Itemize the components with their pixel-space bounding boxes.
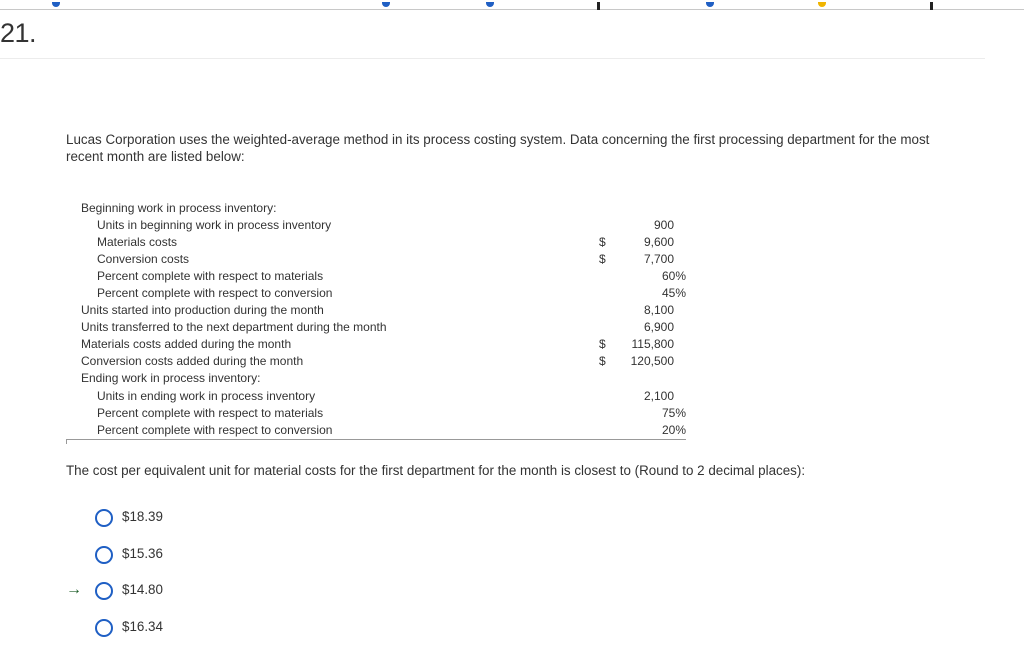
currency-symbol: $ bbox=[599, 354, 606, 368]
table-row bbox=[81, 388, 686, 405]
progress-marker-icon bbox=[597, 2, 600, 10]
row-percent: 60% bbox=[661, 269, 686, 283]
table-row bbox=[81, 370, 686, 387]
table-row bbox=[81, 234, 686, 251]
radio-circle-icon[interactable] bbox=[95, 619, 113, 637]
row-label: Percent complete with respect to materials bbox=[97, 406, 324, 420]
currency-symbol: $ bbox=[599, 337, 606, 351]
question-text: The cost per equivalent unit for material costs for the first department for the month is closest to (Round to 2 decimal places): bbox=[66, 463, 806, 478]
table-row bbox=[81, 200, 686, 217]
radio-circle-icon[interactable] bbox=[95, 582, 113, 600]
table-row bbox=[81, 336, 686, 353]
progress-dot-icon[interactable] bbox=[486, 2, 494, 7]
row-label: Units transferred to the next department during the month bbox=[81, 320, 387, 334]
row-label: Percent complete with respect to conversion bbox=[97, 423, 333, 437]
row-label: Beginning work in process inventory: bbox=[81, 201, 277, 215]
radio-circle-icon[interactable] bbox=[95, 509, 113, 527]
row-value: 7,700 bbox=[643, 252, 674, 266]
progress-track bbox=[0, 9, 1024, 10]
table-row bbox=[81, 285, 686, 302]
row-value: 115,800 bbox=[631, 337, 674, 351]
row-label: Materials costs added during the month bbox=[81, 337, 292, 351]
table-row bbox=[81, 268, 686, 285]
row-label: Units started into production during the month bbox=[81, 303, 324, 317]
radio-circle-icon[interactable] bbox=[95, 546, 113, 564]
table-row bbox=[81, 353, 686, 370]
table-row bbox=[81, 405, 686, 422]
row-percent: 45% bbox=[661, 286, 686, 300]
table-corner-rule bbox=[66, 439, 67, 444]
row-value: 9,600 bbox=[643, 235, 674, 249]
row-value: 900 bbox=[653, 218, 674, 232]
row-label: Ending work in process inventory: bbox=[81, 371, 261, 385]
progress-dot-icon[interactable] bbox=[706, 2, 714, 7]
progress-marker-icon bbox=[930, 2, 933, 10]
row-label: Units in beginning work in process inventory bbox=[97, 218, 332, 232]
row-label: Percent complete with respect to materials bbox=[97, 269, 324, 283]
progress-dot-icon[interactable] bbox=[818, 2, 826, 7]
row-value: 2,100 bbox=[643, 389, 674, 403]
table-row bbox=[81, 319, 686, 336]
option-label[interactable]: $14.80 bbox=[122, 582, 163, 597]
row-value: 6,900 bbox=[643, 320, 674, 334]
row-value: 120,500 bbox=[630, 354, 674, 368]
row-label: Units in ending work in process inventory bbox=[97, 389, 316, 403]
option-label[interactable]: $15.36 bbox=[122, 546, 163, 561]
table-row bbox=[81, 217, 686, 234]
row-label: Conversion costs added during the month bbox=[81, 354, 304, 368]
row-percent: 75% bbox=[661, 406, 686, 420]
row-value: 8,100 bbox=[643, 303, 674, 317]
row-label: Percent complete with respect to conversion bbox=[97, 286, 333, 300]
divider bbox=[0, 58, 985, 59]
table-row bbox=[81, 422, 686, 439]
option-label[interactable]: $16.34 bbox=[122, 619, 163, 634]
question-number: 21. bbox=[0, 18, 37, 48]
top-progress-strip bbox=[0, 0, 1024, 12]
row-label: Materials costs bbox=[97, 235, 178, 249]
progress-dot-icon[interactable] bbox=[382, 2, 390, 7]
question-prompt: Lucas Corporation uses the weighted-average method in its process costing system. Data concerning the first processing department for the most recent month are listed below: bbox=[66, 132, 930, 164]
row-label: Conversion costs bbox=[97, 252, 190, 266]
currency-symbol: $ bbox=[599, 252, 606, 266]
table-bottom-rule bbox=[66, 439, 686, 440]
table-row bbox=[81, 302, 686, 319]
table-row bbox=[81, 251, 686, 268]
right-arrow-icon: → bbox=[66, 581, 82, 598]
currency-symbol: $ bbox=[599, 235, 606, 249]
row-percent: 20% bbox=[661, 423, 686, 437]
option-label[interactable]: $18.39 bbox=[122, 509, 163, 524]
progress-dot-icon[interactable] bbox=[52, 2, 60, 7]
